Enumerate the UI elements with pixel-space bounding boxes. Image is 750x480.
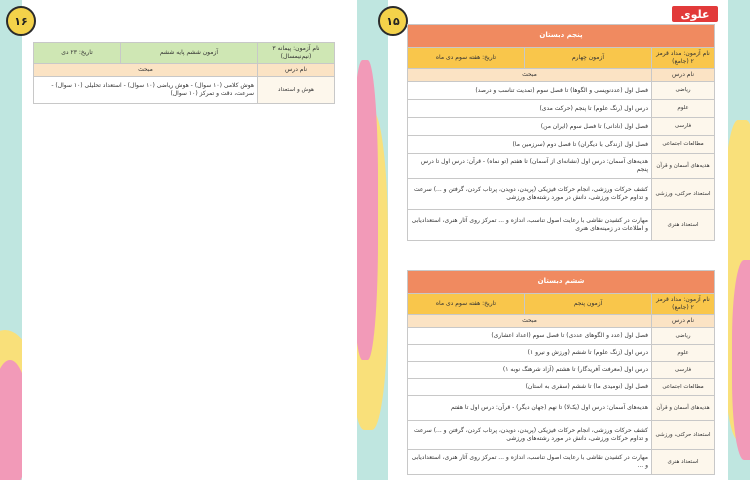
row-subject: ریاضی bbox=[652, 328, 715, 345]
row-content: هدیه‌های آسمان: درس اول (یک‌لا) تا نهم (جهان دیگر) - قرآن: درس اول تا هفتم bbox=[408, 396, 652, 421]
row-content: درس اول (زنگ علوم) تا ششم (ورزش و نیرو ۱) bbox=[408, 345, 652, 362]
row-subject: مطالعات اجتماعی bbox=[652, 379, 715, 396]
table-row bbox=[408, 210, 715, 241]
header-exam-date: تاریخ: ۲۳ دی bbox=[34, 43, 121, 64]
row-content: درس اول (رنگ علوم) تا پنجم (حرکت مدی) bbox=[408, 100, 652, 118]
grade6-header-title: آزمون پنجم bbox=[525, 294, 652, 315]
header-exam-name: نام آزمون: پیمانه ۳ (نیم‌نیمسال) bbox=[258, 43, 335, 64]
row-content: کشف حرکات ورزشی، انجام حرکات فیزیکی (پریدن، دویدن، پرتاب کردن، گرفتن و ...) سرعت و تداوم حرکات ورزشی، دانش در مورد رشته‌های ورزشی bbox=[408, 179, 652, 210]
brand-logo: علوی bbox=[672, 6, 718, 22]
table-row bbox=[408, 136, 715, 154]
table-row bbox=[408, 450, 715, 475]
table-row bbox=[408, 154, 715, 179]
row-content: هدیه‌های آسمان: درس اول (نشانه‌ای از آسمان) تا هفتم (تو نماه) - قرآن: درس اول تا درس پنجم bbox=[408, 154, 652, 179]
page-number-left: ۱۶ bbox=[6, 6, 36, 36]
row-subject: هوش و استعداد bbox=[258, 77, 335, 104]
row-content: هوش کلامی (۱۰ سوال) - هوش ریاضی (۱۰ سوال) - استعداد تحلیلی (۱۰ سوال) - سرعت، دقت و تمرکز (۱۰ سوال) bbox=[34, 77, 258, 104]
row-subject: هدیه‌های آسمان و قرآن bbox=[652, 154, 715, 179]
table-row bbox=[408, 345, 715, 362]
table-row bbox=[408, 421, 715, 450]
row-subject: علوم bbox=[652, 100, 715, 118]
row-content: فصل اول (نادانی) تا فصل سوم (ایران من) bbox=[408, 118, 652, 136]
grade6-header-name: نام آزمون: مداد قرمز ۲ (جامع) bbox=[652, 294, 715, 315]
row-subject: استعداد هنری bbox=[652, 210, 715, 241]
header-exam-title: آزمون ششم پایه ششم bbox=[121, 43, 258, 64]
grade5-subheader-subject: نام درس bbox=[652, 69, 715, 82]
table-row bbox=[408, 179, 715, 210]
grade5-header-title: آزمون چهارم bbox=[525, 48, 652, 69]
row-content: کشف حرکات ورزشی، انجام حرکات فیزیکی (پریدن، دویدن، پرتاب کردن، گرفتن و ...) سرعت و تداوم حرکات ورزشی، دانش در مورد رشته‌های ورزشی bbox=[408, 421, 652, 450]
grade5-header-name: نام آزمون: مداد قرمز ۲ (جامع) bbox=[652, 48, 715, 69]
row-subject: هدیه‌های آسمان و قرآن bbox=[652, 396, 715, 421]
grade6-subheader-topic: مبحث bbox=[408, 315, 652, 328]
table-row bbox=[408, 328, 715, 345]
grade6-header-date: تاریخ: هفته سوم دی ماه bbox=[408, 294, 525, 315]
row-content: فصل اول (نومیدی ما) تا ششم (سفری به استان) bbox=[408, 379, 652, 396]
subheader-subject: نام درس bbox=[258, 64, 335, 77]
row-content: فصل اول (عدد و الگوهای عددی) تا فصل سوم (اعداد اعشاری) bbox=[408, 328, 652, 345]
grade6-title: ششم دبستان bbox=[408, 271, 715, 294]
table-row bbox=[408, 100, 715, 118]
left-exam-table bbox=[33, 42, 335, 104]
pink-blob-right bbox=[732, 260, 750, 460]
table-row bbox=[408, 379, 715, 396]
table-row bbox=[408, 396, 715, 421]
grade6-subheader-subject: نام درس bbox=[652, 315, 715, 328]
row-content: مهارت در کشیدن نقاشی با رعایت اصول تناسب، اندازه و ... تمرکز روی آثار هنری، استعدادیابی و ... bbox=[408, 450, 652, 475]
row-subject: ریاضی bbox=[652, 82, 715, 100]
row-content: فصل اول (زندگی با دیگران) تا فصل دوم (سرزمین ما) bbox=[408, 136, 652, 154]
table-row bbox=[34, 77, 335, 104]
grade5-exam-table bbox=[407, 24, 715, 241]
grade5-subheader-topic: مبحث bbox=[408, 69, 652, 82]
row-subject: مطالعات اجتماعی bbox=[652, 136, 715, 154]
row-subject: استعداد حرکتی، ورزشی bbox=[652, 179, 715, 210]
row-content: مهارت در کشیدن نقاشی با رعایت اصول تناسب، اندازه و ... تمرکز روی آثار هنری، استعدادیابی و اطلاعات در زمینه‌های هنری bbox=[408, 210, 652, 241]
row-content: فصل اول (عددنویسی و الگوها) تا فصل سوم (تمدیت تناسب و درصد) bbox=[408, 82, 652, 100]
table-row bbox=[408, 82, 715, 100]
grade5-header-date: تاریخ: هفته سوم دی ماه bbox=[408, 48, 525, 69]
table-row bbox=[408, 362, 715, 379]
row-subject: استعداد حرکتی، ورزشی bbox=[652, 421, 715, 450]
row-content: درس اول (معرفت آفریدگار) تا هشتم (آزاد شرهنگ نوبه ۱) bbox=[408, 362, 652, 379]
row-subject: استعداد هنری bbox=[652, 450, 715, 475]
row-subject: فارسی bbox=[652, 362, 715, 379]
row-subject: علوم bbox=[652, 345, 715, 362]
subheader-topic: مبحث bbox=[34, 64, 258, 77]
table-row bbox=[408, 118, 715, 136]
grade5-title: پنجم دبستان bbox=[408, 25, 715, 48]
page-number-right: ۱۵ bbox=[378, 6, 408, 36]
grade6-exam-table bbox=[407, 270, 715, 475]
row-subject: فارسی bbox=[652, 118, 715, 136]
